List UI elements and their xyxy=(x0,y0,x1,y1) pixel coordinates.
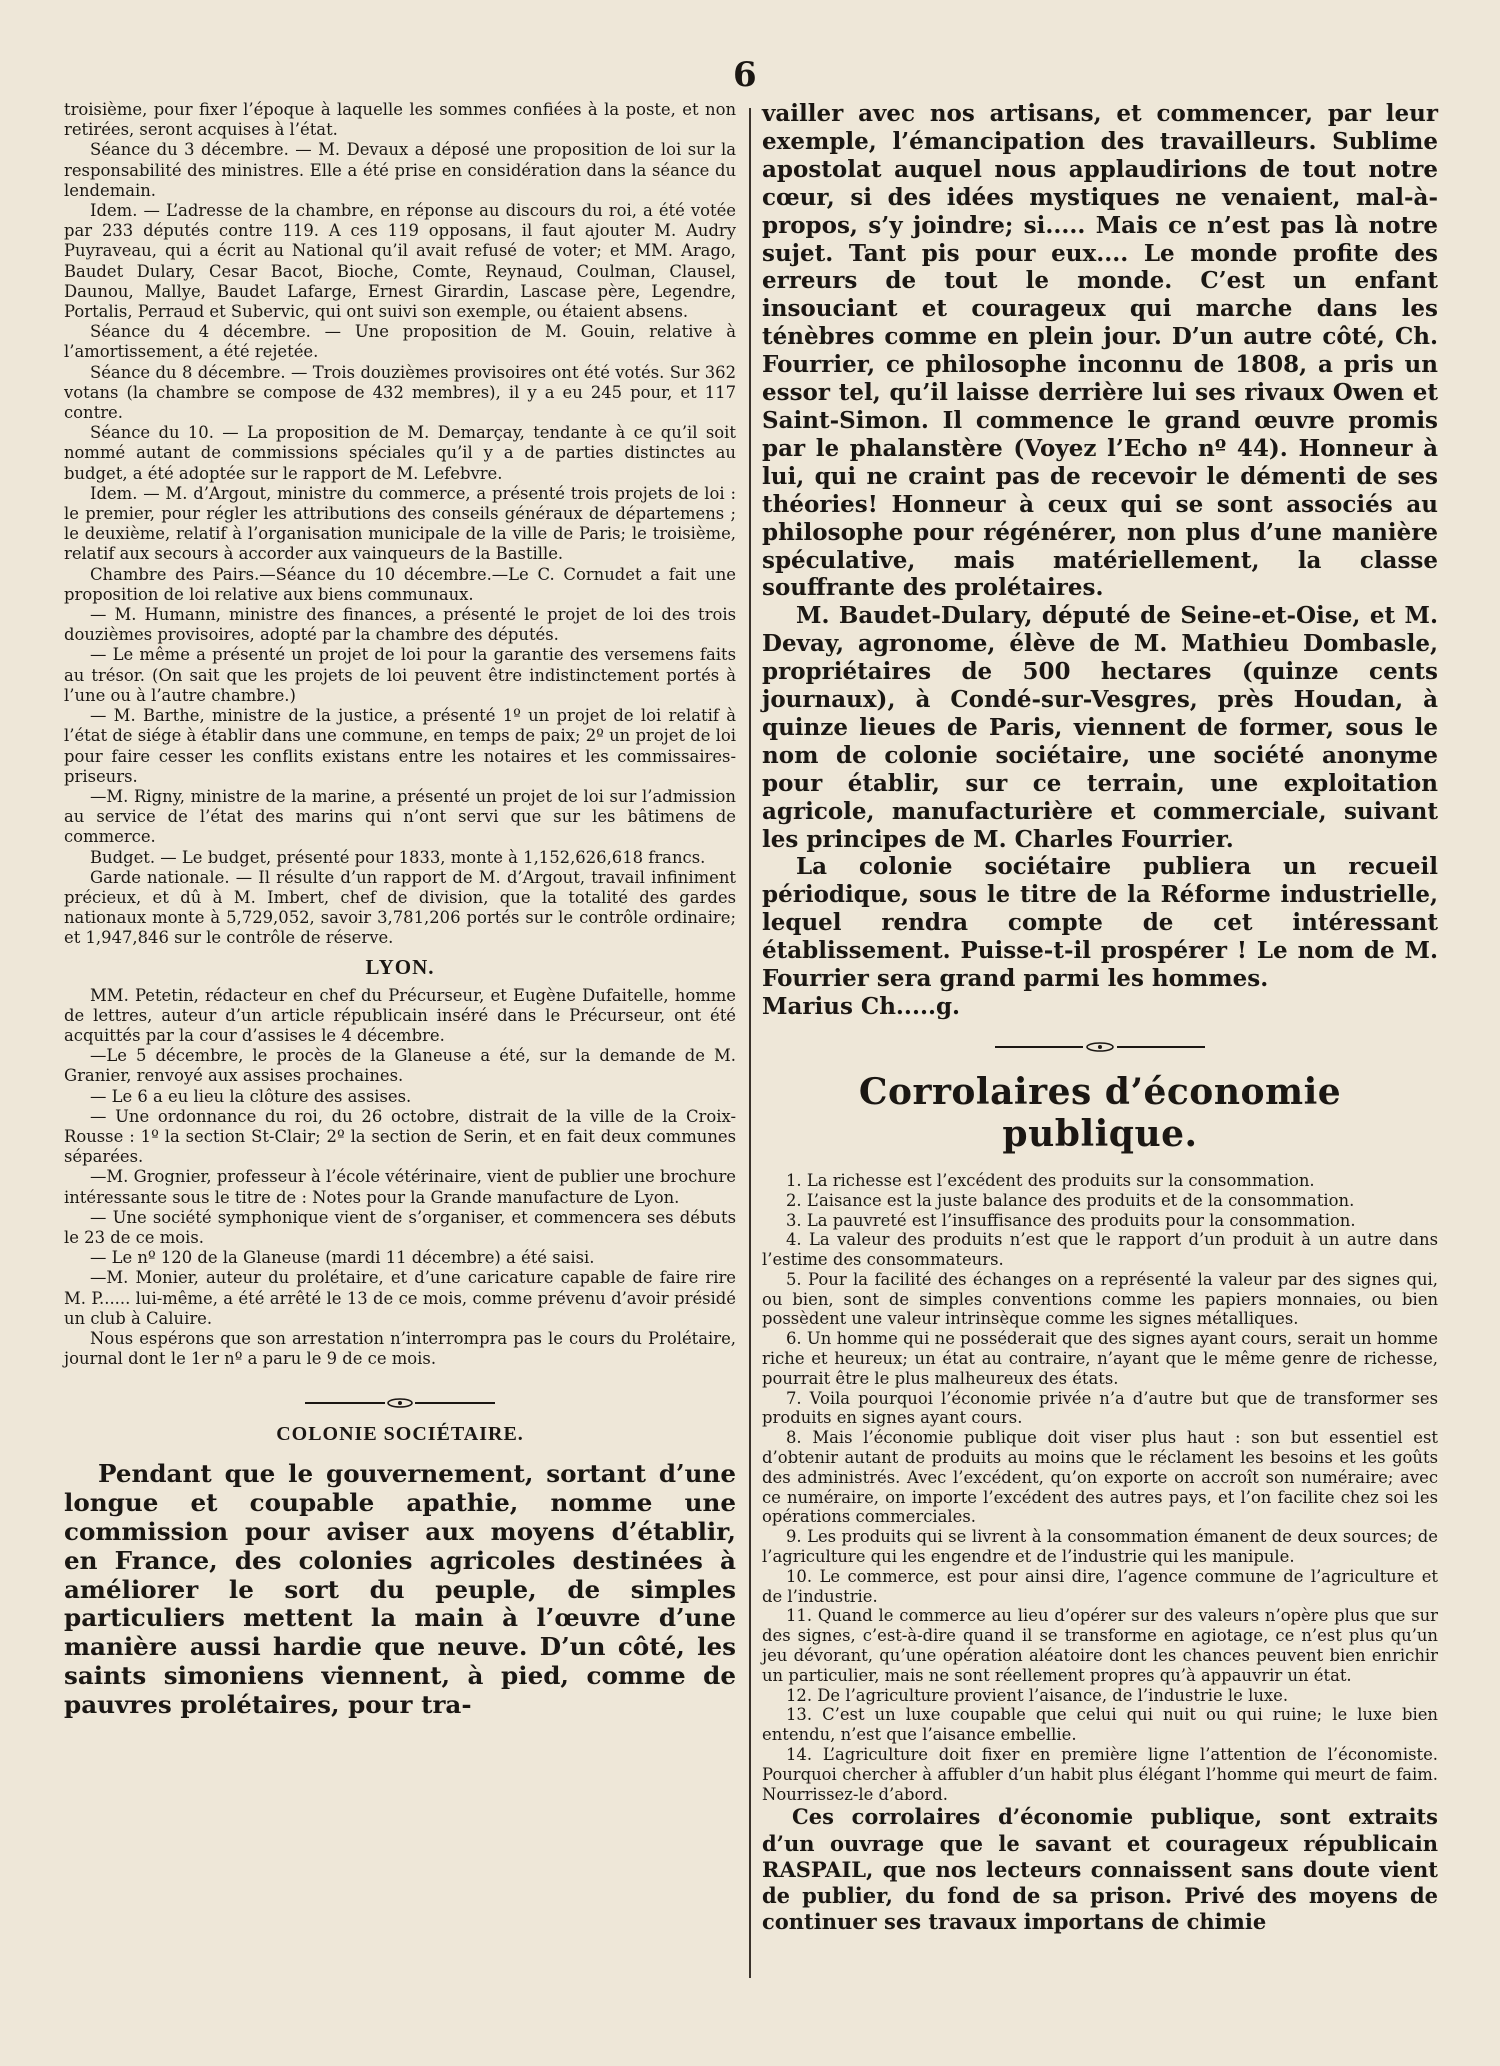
list-item: 8. Mais l’économie publique doit viser plus haut : son but essentiel est d’obtenir autant de produits au moins que le réclament les besoins et les goûts des administrés. Avec l’excédent, qu’on exporte on accroît son numéraire; avec ce numéraire, on importe l’excédent des autres pays, et l’on facilite chez soi les opérations commerciales. xyxy=(762,1428,1438,1527)
lyon-heading: LYON. xyxy=(365,954,435,979)
news-paragraph: Séance du 8 décembre. — Trois douzièmes provisoires ont été votés. Sur 362 votans (la chambre se compose de 432 membres), il y a eu 245 pour, et 117 contre. xyxy=(64,362,736,423)
colonie-paragraph: Pendant que le gouvernement, sortant d’une longue et coupable apathie, nomme une commission pour aviser aux moyens d’établir, en France, des colonies agricoles destinées à améliorer le sort du peuple, de simples particuliers mettent la main à l’œuvre d’une manière aussi hardie que neuve. D’un côté, les saints simoniens viennent, à pied, comme de pauvres prolétaires, pour tra- xyxy=(64,1459,736,1719)
news-paragraph: Idem. — L’adresse de la chambre, en réponse au discours du roi, a été votée par 233 députés contre 119. A ces 119 opposans, il faut ajouter M. Audry Puyraveau, qui a écrit au National qu’il avait refusé de voter; et MM. Arago, Baudet Dulary, Cesar Bacot, Bioche, Comte, Reynaud, Coulman, Clausel, Daunou, Mallye, Baudet Lafarge, Ernest Girardin, Lascase père, Legendre, Portalis, Perraud et Subervic, qui ont suivi son exemple, ou étaient absens. xyxy=(64,201,736,322)
list-item: 14. L’agriculture doit fixer en première ligne l’attention de l’économiste. Pourquoi chercher à affubler d’un habit plus élégant l’homme qui meurt de faim. Nourrissez-le d’abord. xyxy=(762,1745,1438,1804)
chamber-news xyxy=(64,100,736,949)
colonie-article xyxy=(64,1460,736,1719)
news-paragraph: Budget. — Le budget, présenté pour 1833, monte à 1,152,626,618 francs. xyxy=(90,847,706,867)
lyon-paragraph: — Le nº 120 de la Glaneuse (mardi 11 décembre) a été saisi. xyxy=(90,1248,595,1268)
list-item: 12. De l’agriculture provient l’aisance, de l’industrie le luxe. xyxy=(786,1685,1289,1705)
section-ornament xyxy=(995,1041,1205,1053)
colonie-heading: COLONIE SOCIÉTAIRE. xyxy=(276,1423,524,1446)
right-column xyxy=(762,100,1438,1935)
lyon-paragraph: — Une ordonnance du roi, du 26 octobre, distrait de la ville de la Croix-Rousse : 1º la section St-Clair; 2º la section de Serin, et en fait deux communes séparées. xyxy=(64,1106,736,1167)
page-number: 6 xyxy=(733,55,757,95)
list-item: 11. Quand le commerce au lieu d’opérer sur des valeurs n’opère plus que sur des signes, c’est-à-dire quand il se transforme en agiotage, ce n’est plus qu’un jeu dévorant, qu’une opération aléatoire dont les chances peuvent bien enrichir un particulier, mais ne sont réellement propres qu’à appauvrir un état. xyxy=(762,1606,1438,1685)
lyon-paragraph: MM. Petetin, rédacteur en chef du Précurseur, et Eugène Dufaitelle, homme de lettres, auteur d’un article républicain inséré dans le Précurseur, ont été acquittés par la cour d’assises le 4 décembre. xyxy=(64,985,736,1045)
section-ornament xyxy=(305,1397,495,1409)
column-divider xyxy=(749,108,751,1978)
news-paragraph: troisième, pour fixer l’époque à laquelle les sommes confiées à la poste, et non retirées, seront acquises à l’état. xyxy=(64,100,736,140)
list-item: 7. Voila pourquoi l’économie privée n’a d’autre but que de transformer ses produits en signes ayant cours. xyxy=(762,1388,1438,1428)
corrolaires-heading: Corrolaires d’économie publique. xyxy=(858,1070,1342,1155)
afterword-paragraph: Ces corrolaires d’économie publique, sont extraits d’un ouvrage que le savant et courageux républicain RASPAIL, que nos lecteurs connaissent sans doute vient de publier, du fond de sa prison. Privé des moyens de continuer ses travaux importans de chimie xyxy=(762,1804,1438,1935)
list-item: 6. Un homme qui ne posséderait que des signes ayant cours, serait un homme riche et heureux; un état au contraire, n’ayant que le même genre de richesse, pourrait être le plus malheureux des états. xyxy=(762,1329,1438,1388)
colonie-paragraph: M. Baudet-Dulary, député de Seine-et-Oise, et M. Devay, agronome, élève de M. Mathieu Dombasle, propriétaires de 500 hectares (quinze cents journaux), à Condé-sur-Vesgres, près Houdan, à quinze lieues de Paris, viennent de former, sous le nom de colonie sociétaire, une société anonyme pour établir, sur ce terrain, une exploitation agricole, manufacturière et commerciale, suivant les principes de M. Charles Fourrier. xyxy=(762,602,1438,853)
list-item: 3. La pauvreté est l’insuffisance des produits pour la consommation. xyxy=(786,1210,1356,1230)
lyon-paragraph: — Le 6 a eu lieu la clôture des assises. xyxy=(90,1086,412,1106)
list-item: 5. Pour la facilité des échanges on a représenté la valeur par des signes qui, ou bien, sont de simples conventions comme les papiers monnaies, ou bien possèdent une valeur intrinsèque comme les signes métalliques. xyxy=(762,1269,1438,1329)
left-column xyxy=(64,100,736,1720)
lyon-paragraph: — Une société symphonique vient de s’organiser, et commencera ses débuts le 23 de ce mois. xyxy=(64,1207,736,1247)
signature: Marius Ch.....g. xyxy=(762,993,961,1020)
news-paragraph: —M. Rigny, ministre de la marine, a présenté un projet de loi sur l’admission au service de l’état des marins qui n’ont servi que sur les bâtimens de commerce. xyxy=(64,786,736,847)
corrolaires-list xyxy=(762,1171,1438,1805)
list-item: 1. La richesse est l’excédent des produits sur la consommation. xyxy=(786,1170,1315,1190)
lyon-paragraph: —Le 5 décembre, le procès de la Glaneuse a été, sur la demande de M. Granier, renvoyé aux assises prochaines. xyxy=(64,1046,736,1086)
list-item: 2. L’aisance est la juste balance des produits et de la consommation. xyxy=(786,1190,1355,1210)
news-paragraph: Garde nationale. — Il résulte d’un rapport de M. d’Argout, travail infiniment précieux, et dû à M. Imbert, chef de division, que la totalité des gardes nationaux monte à 5,729,052, savoir 3,781,206 portés sur le contrôle ordinaire; et 1,947,846 sur le contrôle de réserve. xyxy=(64,867,736,948)
news-paragraph: Séance du 10. — La proposition de M. Demarçay, tendante à ce qu’il soit nommé autant de commissions spéciales qu’il y a de parties distinctes au budget, a été adoptée sur le rapport de M. Lefebvre. xyxy=(64,423,736,483)
colonie-paragraph: vailler avec nos artisans, et commencer, par leur exemple, l’émancipation des travailleurs. Sublime apostolat auquel nous applaudirions de tout notre cœur, si des idées mystiques ne venaient, mal-à-propos, s’y joindre; si..... Mais ce n’est pas là notre sujet. Tant pis pour eux.... Le monde profite des erreurs de tout le monde. C’est un enfant insouciant et courageux qui marche dans les ténèbres comme en plein jour. D’un autre côté, Ch. Fourrier, ce philosophe inconnu de 1808, a pris un essor tel, qu’il laisse derrière lui ses rivaux Owen et Saint-Simon. Il commence le grand œuvre promis par le phalanstère (Voyez l’Echo nº 44). Honneur à lui, qui ne craint pas de recevoir le démenti de ses théories! Honneur à ceux qui se sont associés au philosophe pour régénérer, non plus d’une manière spéculative, mais matériellement, la classe souffrante des prolétaires. xyxy=(762,100,1438,602)
news-paragraph: — M. Barthe, ministre de la justice, a présenté 1º un projet de loi relatif à l’état de siége à établir dans une commune, en temps de paix; 2º un projet de loi pour faire cesser les conflits existans entre les notaires et les commissaires-priseurs. xyxy=(64,706,736,786)
colonie-paragraph: La colonie sociétaire publiera un recueil périodique, sous le titre de la Réforme industrielle, lequel rendra compte de cet intéressant établissement. Puisse-t-il prospérer ! Le nom de M. Fourrier sera grand parmi les hommes. xyxy=(762,853,1438,993)
list-item: 13. C’est un luxe coupable que celui qui nuit ou qui ruine; le luxe bien entendu, n’est que l’aisance embellie. xyxy=(762,1705,1438,1745)
news-paragraph: — Le même a présenté un projet de loi pour la garantie des versemens faits au trésor. (On sait que les projets de loi peuvent être indistinctement portés à l’une ou à l’autre chambre.) xyxy=(64,645,736,705)
list-item: 4. La valeur des produits n’est que le rapport d’un produit à un autre dans l’estime des consommateurs. xyxy=(762,1230,1438,1270)
news-paragraph: Chambre des Pairs.—Séance du 10 décembre.—Le C. Cornudet a fait une proposition de loi relative aux biens communaux. xyxy=(64,564,736,604)
list-item: 9. Les produits qui se livrent à la consommation émanent de deux sources; de l’agriculture qui les engendre et de l’industrie qui les manipule. xyxy=(762,1527,1438,1567)
colonie-continuation xyxy=(762,100,1438,1021)
news-paragraph: Séance du 3 décembre. — M. Devaux a déposé une proposition de loi sur la responsabilité des ministres. Elle a été prise en considération dans la séance du lendemain. xyxy=(64,140,736,200)
lyon-news xyxy=(64,986,736,1370)
lyon-paragraph: —M. Monier, auteur du prolétaire, et d’une caricature capable de faire rire M. P...... lui-même, a été arrêté le 13 de ce mois, comme prévenu d’avoir présidé un club à Caluire. xyxy=(64,1268,736,1328)
corrolaires-afterword xyxy=(762,1804,1438,1935)
lyon-paragraph: —M. Grognier, professeur à l’école vétérinaire, vient de publier une brochure intéressante sous le titre de : Notes pour la Grande manufacture de Lyon. xyxy=(64,1167,736,1207)
news-paragraph: Séance du 4 décembre. — Une proposition de M. Gouin, relative à l’amortissement, a été rejetée. xyxy=(64,322,736,362)
news-paragraph: — M. Humann, ministre des finances, a présenté le projet de loi des trois douzièmes provisoires, adopté par la chambre des députés. xyxy=(64,605,736,645)
lyon-paragraph: Nous espérons que son arrestation n’interrompra pas le cours du Prolétaire, journal dont le 1er nº a paru le 9 de ce mois. xyxy=(64,1328,736,1369)
news-paragraph: Idem. — M. d’Argout, ministre du commerce, a présenté trois projets de loi : le premier, pour régler les attributions des conseils généraux de départemens ; le deuxième, relatif à l’organisation municipale de la ville de Paris; le troisième, relatif aux secours à accorder aux vainqueurs de la Bastille. xyxy=(64,483,736,564)
list-item: 10. Le commerce, est pour ainsi dire, l’agence commune de l’agriculture et de l’industrie. xyxy=(762,1566,1438,1606)
